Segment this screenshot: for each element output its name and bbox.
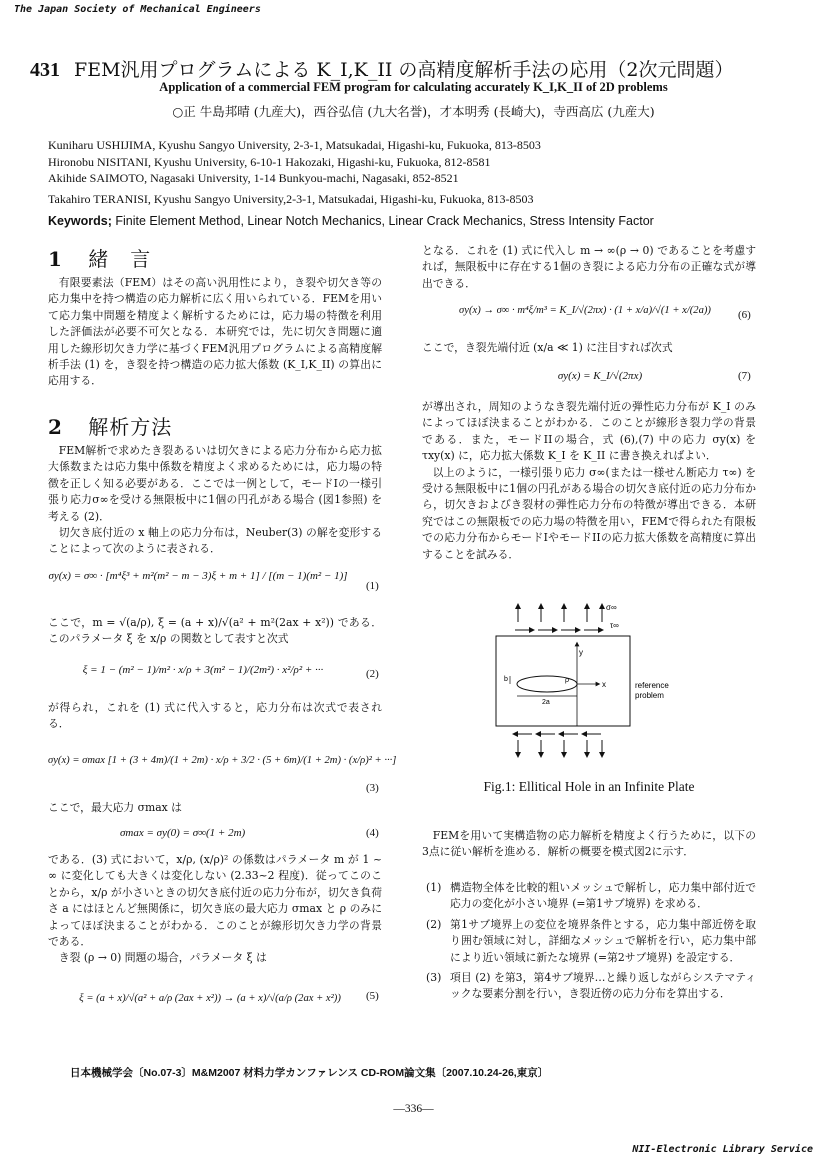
step-3-mark: (3)	[426, 971, 442, 985]
b-label: b	[504, 676, 508, 683]
equation-6-number: (6)	[738, 309, 751, 321]
step-3-text: 項目 (2) を第3，第4サブ境界…と繰り返しながらシステマティックな要素分割を行い，き裂近傍の応力分布を算出する．	[450, 971, 756, 1001]
equation-1: σy(x) = σ∞ · [m⁴ξ³ + m²(m² − m − 3)ξ + m + 1] / [(m − 1)(m² − 1)]	[48, 570, 348, 582]
paragraph-crack-intro: き裂 (ρ → 0) 問題の場合，パラメータ ξ は	[58, 951, 267, 965]
analysis-step-3	[422, 970, 756, 1003]
paper-title-japanese	[30, 55, 800, 82]
figure-1-caption: Fig.1: Ellitical Hole in an Infinite Plate	[483, 779, 695, 794]
text-after-eq2	[48, 700, 382, 733]
right-text-1	[422, 243, 756, 292]
section-2-title: 解析方法	[88, 415, 173, 439]
equation-5: ξ = (a + x)/√(a² + a/ρ (2ax + x²)) → (a + x)/√(a/ρ (2ax + x²))	[79, 993, 341, 1004]
equation-7: σy(x) = K_I/√(2πx)	[557, 370, 643, 382]
paragraph-after-eq7: が導出され，周知のようなき裂先端付近の弾性応力分布が K_I のみによってほぼ決まることがわかる．このことが線形き裂力学の背景である．また，モードIIの場合，式 (6),(7) 中の応力 σy(x) を τxy(x) に，応力拡大係数 K_I を K_II に書き換えればよい．	[422, 400, 756, 463]
section-1-title: 緒 言	[88, 247, 152, 271]
section-1-heading	[48, 243, 151, 272]
affiliation-2: Hironobu NISITANI, Kyushu University, 6-10-1 Hakozaki, Higashi-ku, Fukuoka, 812-8581	[48, 155, 491, 169]
section-2-number: 2	[48, 415, 63, 439]
paragraph-after-eq1: ここで，m = √(a/ρ), ξ = (a + x)/√(a² + m²(2ax + x²)) である．このパラメータ ξ を x/ρ の関数として表すと次式	[48, 616, 382, 646]
equation-6: σy(x) → σ∞ · m⁴ξ/m³ = K_I/√(2πx) · (1 + x/a)/√(1 + x/(2a))	[459, 305, 711, 316]
x-axis-label: x	[602, 680, 606, 689]
right-text-3	[422, 828, 756, 861]
equation-2: ξ = 1 − (m² − 1)/m² · x/ρ + 3(m² − 1)/(2m²) · x²/ρ² + ···	[82, 664, 324, 676]
step-1-text: 構造物全体を比較的粗いメッシュで解析し，応力集中部付近で応力の変化が小さい境界 (=第1サブ境界) を求める．	[450, 881, 756, 911]
affiliation-3: Akihide SAIMOTO, Nagasaki University, 1-14 Bunkyou-machi, Nagasaki, 852-8521	[48, 171, 459, 185]
analysis-step-2	[422, 917, 756, 966]
y-axis-label: y	[579, 648, 583, 657]
section-2-heading	[48, 411, 172, 440]
paper-number: 431	[30, 59, 60, 81]
equation-2-number: (2)	[366, 668, 379, 680]
affiliation-1: Kuniharu USHIJIMA, Kyushu Sangyo University, 2-3-1, Matsukadai, Higashi-ku, Fukuoka, 813-8503	[48, 138, 541, 152]
library-service-footer: NII-Electronic Library Service	[632, 1144, 813, 1155]
section-1-number: 1	[48, 247, 63, 271]
plate-outline	[496, 636, 630, 726]
title-japanese-text: FEM汎用プログラムによる K_I,K_II の高精度解析手法の応用（2次元問題）	[74, 59, 734, 81]
paragraph-after-eq3: ここで，最大応力 σmax は	[48, 801, 182, 814]
author-list: ○正 牛島邦晴 (九産大)，西谷弘信 (九大名誉)，才本明秀 (長崎大)，寺西高広 (九産大)	[172, 104, 655, 119]
tau-inf-label: τ∞	[610, 621, 619, 630]
section-1-body	[48, 275, 382, 390]
equation-5-number: (5)	[366, 990, 379, 1002]
equation-1-number: (1)	[366, 580, 379, 592]
society-header: The Japan Society of Mechanical Engineers	[14, 4, 261, 15]
right-paragraph-3: FEMを用いて実構造物の応力解析を精度よく行うために，以下の3点に従い解析を進める．解析の概要を模式図2に示す．	[422, 829, 756, 859]
2a-label: 2a	[542, 699, 550, 706]
reference-label-1: reference	[635, 681, 669, 690]
sigma-inf-label: σ∞	[606, 603, 617, 612]
equation-3: σy(x) = σmax [1 + (3 + 4m)/(1 + 2m) · x/ρ + 3/2 · (5 + 6m)/(1 + 2m) · (x/ρ)² + ···]	[48, 755, 397, 766]
keywords-label: Keywords;	[48, 214, 112, 228]
figure-1-diagram	[470, 600, 690, 760]
right-text-after-eq6	[422, 340, 756, 356]
conference-footer: 日本機械学会〔No.07-3〕M&M2007 材料力学カンファレンス CD-ROM論文集〔2007.10.24-26,東京〕	[70, 1067, 549, 1079]
section-2-paragraph-1: FEM解析で求めたき裂あるいは切欠きによる応力分布から応力拡大係数または応力集中係数を精度よく求めるためには，応力場の特徴を正しく知る必要がある．ここでは一例として，モードIの一様引張り応力σ∞を受ける無限板中に1個の円孔がある場合 (図1参照) を考える (2)．	[48, 444, 382, 523]
top-tension-arrows	[518, 606, 602, 622]
section-2-body-1	[48, 443, 382, 558]
section-1-paragraph: 有限要素法（FEM）はその高い汎用性により，き裂や切欠き等の応力集中を持つ構造の応力解析に広く用いられている．FEMを用いて応力集中問題を精度よく解析するためには，応力場の特徴を利用した評価法が必要不可欠となる．本研究では，先に切欠き問題に適用した線形切欠き力学に基づくFEM汎用プログラムによる高精度解析手法 (1) を，き裂を持つ構造の応力拡大係数 (K_I,K_II) の算出に応用する．	[48, 276, 382, 388]
paragraph-after-eq6: ここで，き裂先端付近 (x/a ≪ 1) に注目すれば次式	[422, 341, 673, 354]
rho-label: ρ	[565, 677, 569, 684]
bottom-tension-arrows	[518, 740, 602, 755]
reference-label-2: problem	[635, 691, 664, 700]
step-2-text: 第1サブ境界上の変位を境界条件とする，応力集中部近傍を取り囲む領域に対し，詳細なメッシュで解析を行い，応力集中部により近い領域に新たな境界 (=第2サブ境界) を設定する．	[450, 917, 756, 964]
right-text-after-eq7	[422, 399, 756, 563]
analysis-step-1	[422, 880, 756, 913]
step-2-mark: (2)	[426, 917, 442, 931]
text-after-eq3	[48, 800, 382, 816]
right-paragraph-2: 以上のように，一様引張り応力 σ∞(または一様せん断応力 τ∞) を受ける無限板中に1個の円孔がある場合の切欠き底付近の応力分布から，切欠きおよびき裂材の弾性応力分布の特徴が導出できる．本研究ではこの無限板での応力場の特徴を用い，FEMで得られた有限板での応力分布からモードIやモードIIの応力拡大係数を高精度に算出することを試みる．	[422, 465, 756, 561]
equation-3-number: (3)	[366, 782, 379, 794]
paragraph-after-eq2: が得られ，これを (1) 式に代入すると，応力分布は次式で表される．	[48, 701, 382, 731]
affiliation-4: Takahiro TERANISI, Kyushu Sangyo University,2-3-1, Matsukadai, Higashi-ku, Fukuoka, 813-8503	[48, 192, 534, 206]
keywords-line	[48, 214, 654, 228]
text-after-eq1	[48, 615, 382, 648]
equation-4: σmax = σy(0) = σ∞(1 + 2m)	[120, 827, 246, 839]
equation-7-number: (7)	[738, 370, 751, 382]
analysis-steps	[422, 880, 756, 1007]
paragraph-after-eq4: である．(3) 式において，x/ρ, (x/ρ)² の係数はパラメータ m が 1 ~ ∞ に変化しても大きくは変化しない (2.33~2 程度)．従ってこのことから，x/ρ が小さいときの切欠き底付近の応力分布が，切欠き負荷さ a にはほとんど無関係に，切欠き底の最大応力 σmax と ρ のみによってほぼ決まることがわかる．このことが線形切欠き力学の背景である．	[48, 853, 382, 949]
step-1-mark: (1)	[426, 881, 442, 894]
text-after-eq4	[48, 852, 382, 967]
equation-4-number: (4)	[366, 827, 379, 839]
page-number: —336—	[393, 1103, 434, 1115]
paper-title-english: Application of a commercial FEM program for calculating accurately K_I,K_II of 2D problems	[159, 80, 668, 94]
right-paragraph-1: となる．これを (1) 式に代入し m → ∞(ρ → 0) であることを考慮すれば，無限板中に存在する1個のき裂による応力分布の正確な式が導出できる．	[422, 244, 756, 290]
keywords-text: Finite Element Method, Linear Notch Mechanics, Linear Crack Mechanics, Stress Intensity Factor	[115, 214, 654, 228]
section-2-paragraph-2: 切欠き底付近の x 軸上の応力分布は，Neuber(3) の解を変形することによって次のように表される．	[48, 526, 382, 556]
